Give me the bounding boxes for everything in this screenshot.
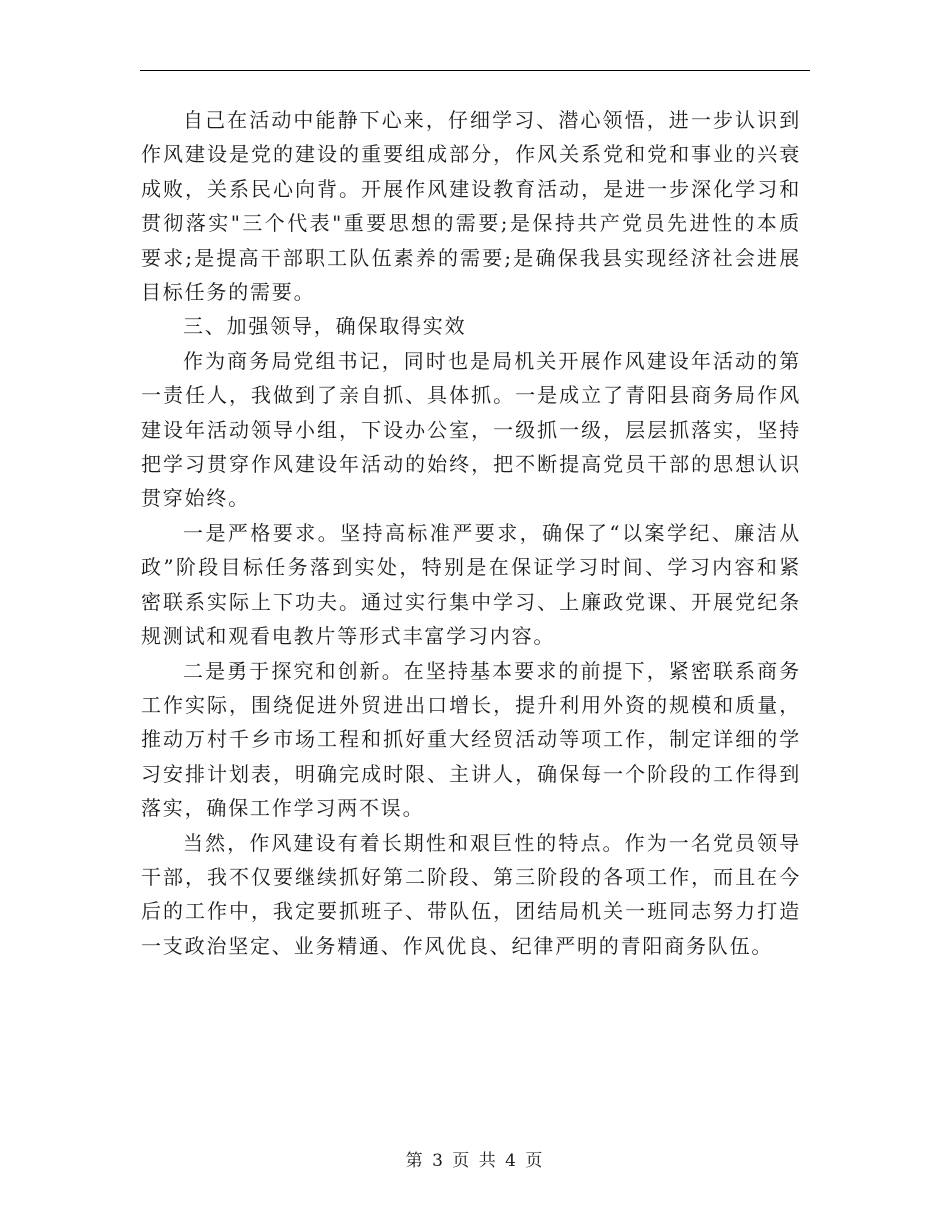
section-heading-leadership: 三、加强领导，确保取得实效 — [183, 314, 467, 339]
paragraph-innovation: 二是勇于探究和创新。在坚持基本要求的前提下，紧密联系商务工作实际，围绕促进外贸进出口增长，提升利用外资的规模和质量，推动万村千乡市场工程和抓好重大经贸活动等项工作，制定详细的学习安排计划表，明确完成时限、主讲人，确保每一个阶段的工作得到落实，确保工作学习两不误。 — [141, 658, 801, 821]
paragraph-strict-requirements: 一是严格要求。坚持高标准严要求，确保了“以案学纪、廉洁从政”阶段目标任务落到实处，特别是在保证学习时间、学习内容和紧密联系实际上下功夫。通过实行集中学习、上廉政党课、开展党纪条规测试和观看电教片等形式丰富学习内容。 — [141, 520, 801, 649]
page-number-footer: 第 3 页 共 4 页 — [405, 1151, 545, 1171]
header-rule — [140, 70, 810, 71]
paragraph-study-reflection: 自己在活动中能静下心来，仔细学习、潜心领悟，进一步认识到作风建设是党的建设的重要组成部分，作风关系党和党和事业的兴衰成败，关系民心向背。开展作风建设教育活动，是进一步深化学习和贯彻落实"三个代表"重要思想的需要;是保持共产党员先进性的本质要求;是提高干部职工队伍素养的需要;是确保我县实现经济社会进展目标任务的需要。 — [141, 108, 801, 305]
paragraph-conclusion: 当然，作风建设有着长期性和艰巨性的特点。作为一名党员领导干部，我不仅要继续抓好第二阶段、第三阶段的各项工作，而且在今后的工作中，我定要抓班子、带队伍，团结局机关一班同志努力打造一支政治坚定、业务精通、作风优良、纪律严明的青阳商务队伍。 — [141, 830, 801, 958]
document-body — [141, 103, 801, 963]
paragraph-responsibility: 作为商务局党组书记，同时也是局机关开展作风建设年活动的第一责任人，我做到了亲自抓、具体抓。一是成立了青阳县商务局作风建设年活动领导小组，下设办公室，一级抓一级，层层抓落实，坚持把学习贯穿作风建设年活动的始终，把不断提高党员干部的思想认识贯穿始终。 — [141, 348, 801, 511]
